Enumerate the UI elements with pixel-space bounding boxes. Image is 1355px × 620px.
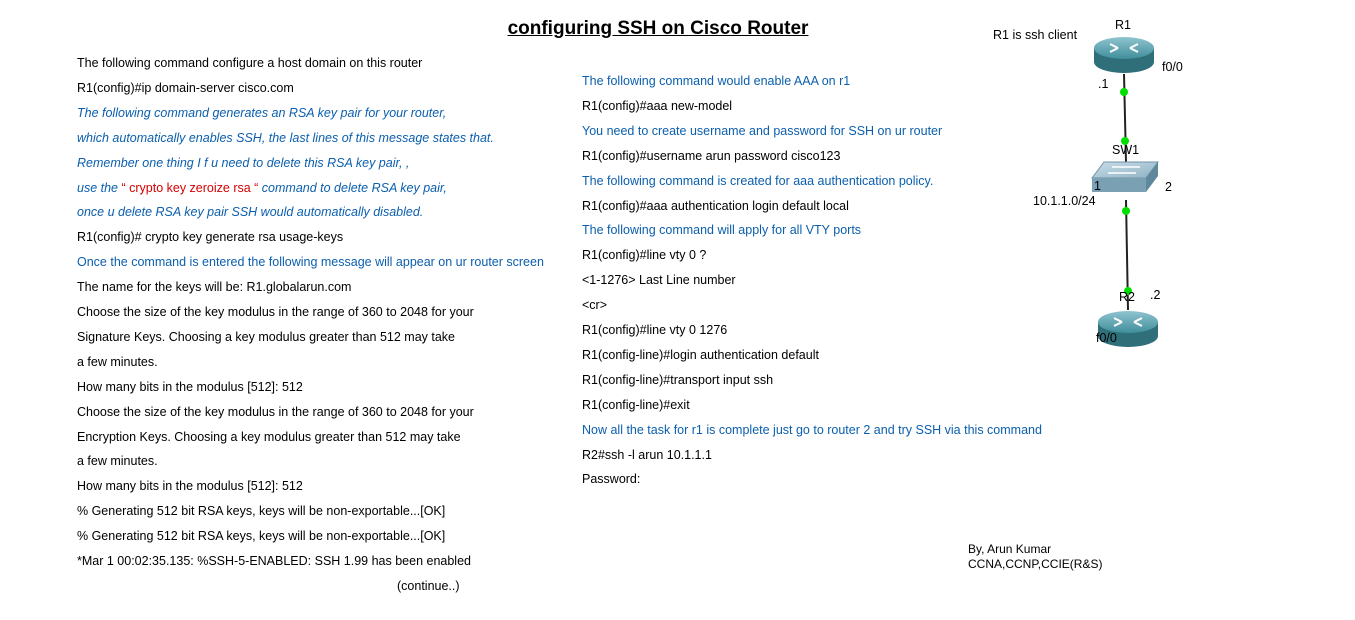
r1-name: R1	[1115, 18, 1131, 32]
right-line: R1(config-line)#exit	[582, 397, 690, 412]
left-line: Encryption Keys. Choosing a key modulus greater than 512 may take	[77, 429, 461, 444]
zeroize-command: “ crypto key zeroize rsa “	[121, 180, 259, 195]
left-line: R1(config)# crypto key generate rsa usage-keys	[77, 230, 344, 245]
right-line: The following command is created for aaa authentication policy.	[582, 173, 934, 188]
left-line: % Generating 512 bit RSA keys, keys will be non-exportable...[OK]	[77, 529, 446, 544]
left-line: The following command generates an RSA key pair for your router,	[77, 105, 447, 120]
right-line: You need to create username and password for SSH on ur router	[582, 123, 943, 138]
link-dot-sw1-bottom	[1122, 207, 1130, 215]
r1-port: f0/0	[1162, 60, 1183, 74]
left-line: which automatically enables SSH, the last lines of this message states that.	[77, 130, 494, 145]
left-line: a few minutes.	[77, 354, 158, 369]
left-line: The following command configure a host domain on this router	[77, 56, 423, 70]
r1-address: .1	[1098, 77, 1109, 91]
switch-sw1-icon	[1092, 162, 1158, 192]
left-line: How many bits in the modulus [512]: 512	[77, 479, 303, 494]
right-line: R1(config)#aaa authentication login default local	[582, 198, 849, 213]
r2-name: R2	[1119, 290, 1135, 304]
right-line: The following command will apply for all VTY ports	[582, 223, 862, 238]
switch-port-right: 2	[1165, 180, 1172, 194]
left-line: (continue..)	[397, 578, 460, 593]
left-line: Once the command is entered the following message will appear on ur router screen	[77, 255, 544, 270]
page-title: configuring SSH on Cisco Router	[507, 18, 809, 39]
left-line: once u delete RSA key pair SSH would automatically disabled.	[77, 205, 424, 220]
subnet-label: 10.1.1.0/24	[1033, 194, 1096, 208]
right-line: Now all the task for r1 is complete just go to router 2 and try SSH via this command	[582, 422, 1042, 437]
left-line: % Generating 512 bit RSA keys, keys will be non-exportable...[OK]	[77, 504, 446, 519]
left-line: Choose the size of the key modulus in the range of 360 to 2048 for your	[77, 404, 474, 419]
router-r1-icon	[1094, 37, 1154, 73]
right-line: R2#ssh -l arun 10.1.1.1	[582, 447, 712, 462]
right-line: R1(config)#aaa new-model	[582, 98, 733, 113]
switch-name: SW1	[1112, 143, 1140, 157]
right-line: R1(config-line)#login authentication default	[582, 347, 819, 362]
left-line: How many bits in the modulus [512]: 512	[77, 379, 303, 394]
left-line: The name for the keys will be: R1.globalarun.com	[77, 280, 352, 295]
left-line: Remember one thing I f u need to delete this RSA key pair, ,	[77, 155, 410, 170]
left-line: Choose the size of the key modulus in the range of 360 to 2048 for your	[77, 305, 474, 319]
right-line: R1(config)#line vty 0 1276	[582, 323, 728, 337]
left-line: use the “ crypto key zeroize rsa “ command to delete RSA key pair,	[77, 180, 447, 195]
right-line: <cr>	[582, 298, 608, 313]
link-dot-r1	[1120, 88, 1128, 96]
right-line: The following command would enable AAA on r1	[582, 74, 851, 88]
right-line: R1(config-line)#transport input ssh	[582, 372, 774, 387]
signature	[968, 542, 1102, 572]
switch-port-left: 1	[1094, 179, 1101, 193]
r2-address: .2	[1150, 288, 1161, 302]
right-line: R1(config)#username arun password cisco123	[582, 148, 841, 163]
left-line: *Mar 1 00:02:35.135: %SSH-5-ENABLED: SSH 1.99 has been enabled	[77, 554, 471, 568]
left-line: R1(config)#ip domain-server cisco.com	[77, 80, 294, 95]
r1-note: R1 is ssh client	[993, 28, 1078, 42]
r2-port: f0/0	[1096, 331, 1117, 345]
left-line: Signature Keys. Choosing a key modulus greater than 512 may take	[77, 329, 455, 344]
right-line: <1-1276> Last Line number	[582, 273, 736, 288]
left-line: a few minutes.	[77, 454, 158, 469]
author-certs: CCNA,CCNP,CCIE(R&S)	[968, 557, 1103, 571]
author-name: By, Arun Kumar	[968, 542, 1052, 556]
right-line: Password:	[582, 472, 641, 487]
right-line: R1(config)#line vty 0 ?	[582, 248, 707, 263]
